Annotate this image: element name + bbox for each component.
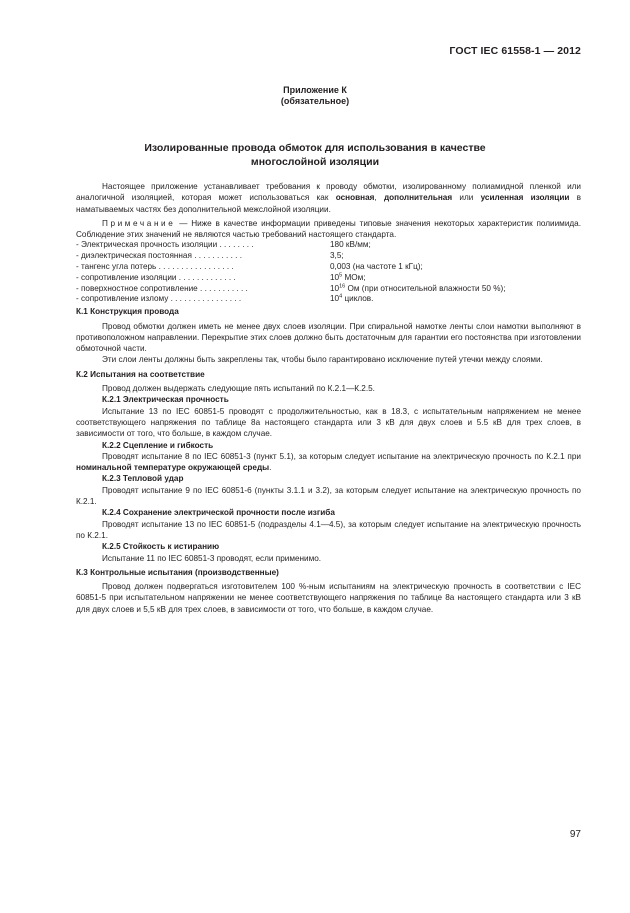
section-k22-text: Проводят испытание 8 по IEC 60851-3 (пункт 5.1), за которым следует испытание на электрическую прочность по К.2.1 при номинальной температуре окружающей среды. (76, 451, 581, 473)
document-body (76, 181, 581, 615)
section-k1-paragraph-2: Эти слои ленты должны быть закреплены так, чтобы было гарантировано исключение путей утечки между слоями. (102, 355, 543, 365)
note-label: Примечание (102, 218, 176, 228)
property-row: - поверхностное сопротивление . . . . . . . . . . . $10^{16}$ Ом (при относительной влажности 50 %); (76, 282, 506, 293)
section-k24-heading: К.2.4 Сохранение электрической прочности после изгиба (102, 508, 335, 518)
section-k25-text: Испытание 11 по IEC 60851-3 проводят, если применимо. (102, 553, 322, 563)
property-row: - сопротивление излому . . . . . . . . . . . . . . . . $10^4$ циклов. (76, 293, 374, 304)
annex-title: Приложение К (283, 85, 347, 95)
term-rated-ambient-temperature: номинальной температуре окружающей среды (76, 463, 270, 473)
note-paragraph: Примечание — Ниже в качестве информации приведены типовые значения некоторых характеристик полиимида. Соблюдение этих значений не являются частью требований настоящего стандарта. (76, 218, 581, 240)
property-row: - Электрическая прочность изоляции . . . . . . . . 180 кВ/мм; (76, 240, 371, 250)
document-title (100, 141, 530, 169)
section-k22-heading: К.2.2 Сцепление и гибкость (102, 440, 214, 450)
section-k2-paragraph: Провод должен выдержать следующие пять испытаний по К.2.1—К.2.5. (102, 384, 375, 394)
term-reinforced: усиленная изоляции (480, 193, 570, 203)
section-k2-heading: К.2 Испытания на соответствие (76, 369, 205, 379)
section-k21-heading: К.2.1 Электрическая прочность (102, 395, 229, 405)
term-supplementary: дополнительная (383, 193, 453, 203)
property-row: - тангенс угла потерь . . . . . . . . . . . . . . . . . 0,003 (на частоте 1 кГц); (76, 262, 423, 272)
section-k24-text: Проводят испытание 13 по IEC 60851-5 (подразделы 4.1—4.5), за которым следует испытание на электрическую прочность по К.2.1. (76, 519, 581, 540)
section-k21-text: Испытание 13 по IEC 60851-5 проводят с продолжительностью, как в 18.3, с испытательным напряжением не менее соответствующего напряжения по таблице 8а настоящего стандарта или 3 кВ для двух слоев и 5.5 кВ для трех слоев, в зависимости от того, что больше, в каждом случае. (76, 406, 581, 439)
section-k1-heading: К.1 Конструкция провода (76, 307, 179, 317)
section-k23-text: Проводят испытание 9 по IEC 60851-6 (пункты 3.1.1 и 3.2), за которым следует испытание на электрическую прочность по К.2.1. (76, 485, 581, 507)
section-k23-heading: К.2.3 Тепловой удар (102, 474, 184, 484)
page-number: 97 (569, 829, 581, 840)
intro-paragraph: Настоящее приложение устанавливает требования к проводу обмотки, изолированному полиамидной пленкой или аналогичной изоляцией, которая может использоваться как основная, дополнительная или усиленная изоляции в наматываемых частях без дополнительной межслойной изоляции. (76, 182, 581, 214)
document-title-line2: многослойной изоляции (250, 156, 380, 168)
running-header: ГОСТ IEC 61558-1 — 2012 (449, 45, 581, 57)
annex-status: (обязательное) (280, 96, 350, 106)
property-row: - диэлектрическая постоянная . . . . . . . . . . . 3,5; (76, 251, 344, 261)
section-k1-paragraph-1: Провод обмотки должен иметь не менее двух слоев изоляции. При спиральной намотке ленты слои намотки выполняют в противоположном направлении. Перекрытие этих слоев должно быть достаточным для гарантии его постоянства при изготовлении обмоточной части. (76, 321, 581, 354)
property-row: - сопротивление изоляции . . . . . . . . . . . . . $10^5$ МОм; (76, 272, 366, 282)
properties-table (76, 240, 506, 305)
section-k25-heading: К.2.5 Стойкость к истиранию (102, 542, 220, 552)
term-basic: основная (335, 193, 375, 203)
document-title-line1: Изолированные провода обмоток для использования в качестве (144, 142, 486, 154)
section-k3-paragraph: Провод должен подвергаться изготовителем 100 %-ным испытаниям на электрическую прочность в соответствии с IEC 60851-5 при испытательном напряжении не менее соответствующего напряжения по таблице 8а настоящего стандарта или 3 кВ для двух слоев и 5,5 кВ для трех слоев, в зависимости от того, что больше, в каждом случае. (76, 582, 581, 614)
section-k3-heading: К.3 Контрольные испытания (производственные) (76, 567, 279, 577)
